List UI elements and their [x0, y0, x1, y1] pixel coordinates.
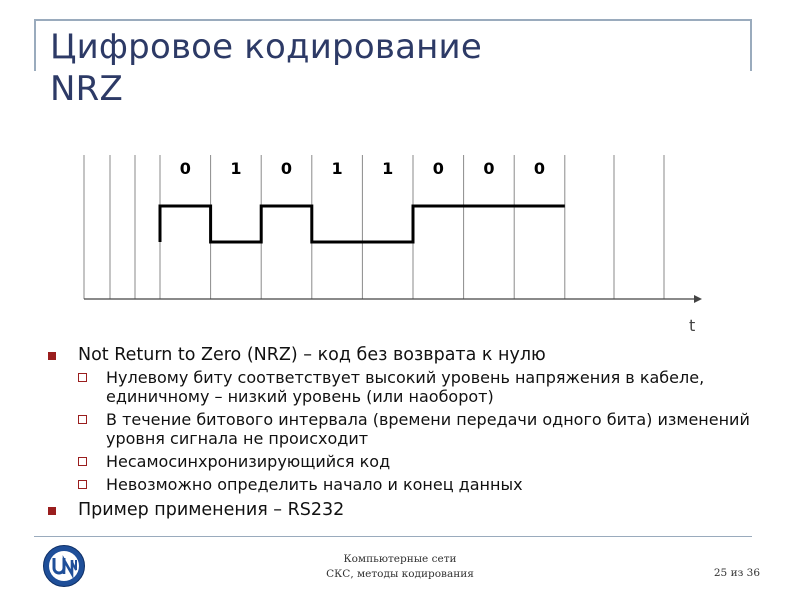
- sub-bullet-checkbox-icon: [78, 373, 87, 382]
- sub-bullet-text: Нулевому биту соответствует высокий уровень напряжения в кабеле, единичному – низкий уровень (или наоборот): [106, 368, 705, 406]
- sub-bullet-text: В течение битового интервала (времени передачи одного бита) изменений уровня сигнала не происходит: [106, 410, 750, 448]
- bit-label: 0: [280, 159, 293, 178]
- sub-bullet-checkbox-icon: [78, 457, 87, 466]
- bit-label: 0: [432, 159, 444, 178]
- sub-bullet-checkbox-icon: [78, 480, 87, 489]
- sub-bullet-text: Несамосинхронизирующийся код: [106, 452, 391, 471]
- footer-course: [300, 552, 500, 582]
- footer-course-line1: Компьютерные сети: [343, 553, 457, 565]
- sub-bullet-text: Невозможно определить начало и конец данных: [106, 475, 523, 494]
- bullet-square-icon: [48, 352, 56, 360]
- bit-label: 1: [230, 159, 242, 178]
- bullet-text: Not Return to Zero (NRZ) – код без возврата к нулю: [78, 345, 546, 365]
- sub-bullet-item: [44, 368, 764, 406]
- bullet-item: [44, 343, 764, 367]
- university-logo: [42, 544, 86, 588]
- sub-bullet-item: [44, 452, 764, 471]
- bit-interval-gridlines: [84, 155, 664, 299]
- sub-bullet-checkbox-icon: [78, 415, 87, 424]
- slide-title-line2: NRZ: [50, 69, 123, 109]
- bullet-text: Пример применения – RS232: [78, 500, 345, 520]
- time-axis-label: t: [689, 316, 696, 335]
- bit-label: 0: [179, 159, 191, 178]
- bit-label: 0: [533, 159, 546, 178]
- footer-course-line2: СКС, методы кодирования: [326, 568, 474, 580]
- bullet-square-icon: [48, 507, 56, 515]
- sub-bullet-list: [44, 368, 764, 494]
- bit-label: 0: [483, 159, 495, 178]
- time-axis-arrow: [694, 295, 702, 303]
- footer-page-number: 25 из 36: [713, 567, 760, 579]
- bullet-item: [44, 498, 764, 522]
- frame-bottom-line: [34, 536, 752, 537]
- bit-label: 1: [382, 159, 394, 178]
- bullet-list: [44, 343, 764, 522]
- sub-bullet-item: [44, 410, 764, 448]
- sub-bullet-item: [44, 475, 764, 494]
- bit-label: 1: [331, 159, 343, 178]
- slide-title-line1: Цифровое кодирование: [50, 27, 482, 67]
